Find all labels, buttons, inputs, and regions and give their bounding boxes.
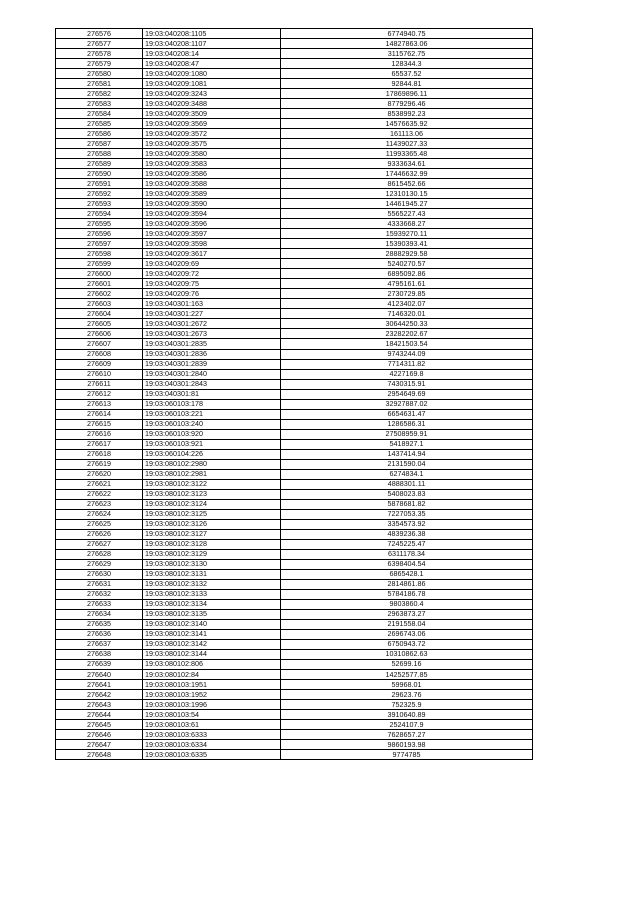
- cadastral-number-cell: 19:03:040209:69: [143, 259, 281, 269]
- cadastral-number-cell: 19:03:080102:3144: [143, 649, 281, 659]
- table-row: [56, 539, 533, 549]
- row-id-cell: 276587: [56, 139, 143, 149]
- value-cell: 5418927.1: [281, 439, 533, 449]
- row-id-cell: 276647: [56, 740, 143, 750]
- row-id-cell: 276598: [56, 249, 143, 259]
- row-id-cell: 276621: [56, 479, 143, 489]
- value-cell: 4227169.8: [281, 369, 533, 379]
- value-cell: 30644250.33: [281, 319, 533, 329]
- row-id-cell: 276594: [56, 209, 143, 219]
- table-row: [56, 429, 533, 439]
- table-row: [56, 339, 533, 349]
- row-id-cell: 276619: [56, 459, 143, 469]
- row-id-cell: 276599: [56, 259, 143, 269]
- value-cell: 7146320.01: [281, 309, 533, 319]
- row-id-cell: 276606: [56, 329, 143, 339]
- table-row: [56, 139, 533, 149]
- table-row: [56, 79, 533, 89]
- cadastral-number-cell: 19:03:040301:2836: [143, 349, 281, 359]
- value-cell: 8615452.66: [281, 179, 533, 189]
- value-cell: 5565227.43: [281, 209, 533, 219]
- table-row: [56, 609, 533, 619]
- cadastral-number-cell: 19:03:040209:3589: [143, 189, 281, 199]
- cadastral-number-cell: 19:03:080102:3134: [143, 599, 281, 609]
- row-id-cell: 276590: [56, 169, 143, 179]
- table-row: [56, 629, 533, 639]
- cadastral-number-cell: 19:03:040208:1107: [143, 39, 281, 49]
- cadastral-number-cell: 19:03:080102:3130: [143, 559, 281, 569]
- table-row: [56, 399, 533, 409]
- row-id-cell: 276618: [56, 449, 143, 459]
- cadastral-number-cell: 19:03:080103:61: [143, 720, 281, 730]
- cadastral-number-cell: 19:03:040209:75: [143, 279, 281, 289]
- table-row: [56, 730, 533, 740]
- row-id-cell: 276646: [56, 730, 143, 740]
- cadastral-number-cell: 19:03:040209:1080: [143, 69, 281, 79]
- table-row: [56, 149, 533, 159]
- value-cell: 59968.01: [281, 680, 533, 690]
- value-cell: 6895092.86: [281, 269, 533, 279]
- row-id-cell: 276582: [56, 89, 143, 99]
- value-cell: 7430315.91: [281, 379, 533, 389]
- table-row: [56, 659, 533, 669]
- value-cell: 3354573.92: [281, 519, 533, 529]
- row-id-cell: 276601: [56, 279, 143, 289]
- cadastral-number-cell: 19:03:040301:163: [143, 299, 281, 309]
- value-cell: 2730729.85: [281, 289, 533, 299]
- row-id-cell: 276580: [56, 69, 143, 79]
- cadastral-number-cell: 19:03:040301:2672: [143, 319, 281, 329]
- table-row: [56, 69, 533, 79]
- value-cell: 7714311.82: [281, 359, 533, 369]
- cadastral-number-cell: 19:03:060103:221: [143, 409, 281, 419]
- data-table: [55, 28, 533, 760]
- value-cell: 9333634.61: [281, 159, 533, 169]
- value-cell: 6398404.54: [281, 559, 533, 569]
- value-cell: 15390393.41: [281, 239, 533, 249]
- table-row: [56, 269, 533, 279]
- table-row: [56, 670, 533, 680]
- cadastral-number-cell: 19:03:040209:3509: [143, 109, 281, 119]
- row-id-cell: 276593: [56, 199, 143, 209]
- value-cell: 2524107.9: [281, 720, 533, 730]
- table-row: [56, 690, 533, 700]
- table-row: [56, 179, 533, 189]
- cadastral-number-cell: 19:03:040209:3590: [143, 199, 281, 209]
- cadastral-number-cell: 19:03:080103:6333: [143, 730, 281, 740]
- row-id-cell: 276627: [56, 539, 143, 549]
- table-row: [56, 249, 533, 259]
- value-cell: 5784186.78: [281, 589, 533, 599]
- value-cell: 15939270.11: [281, 229, 533, 239]
- value-cell: 14461945.27: [281, 199, 533, 209]
- row-id-cell: 276631: [56, 579, 143, 589]
- cadastral-number-cell: 19:03:040301:81: [143, 389, 281, 399]
- table-row: [56, 169, 533, 179]
- value-cell: 17869896.11: [281, 89, 533, 99]
- value-cell: 3910640.89: [281, 710, 533, 720]
- row-id-cell: 276643: [56, 700, 143, 710]
- row-id-cell: 276616: [56, 429, 143, 439]
- value-cell: 32927887.02: [281, 399, 533, 409]
- value-cell: 9774785: [281, 750, 533, 760]
- cadastral-number-cell: 19:03:080102:3135: [143, 609, 281, 619]
- value-cell: 14827863.06: [281, 39, 533, 49]
- value-cell: 8538992.23: [281, 109, 533, 119]
- table-row: [56, 419, 533, 429]
- value-cell: 752325.9: [281, 700, 533, 710]
- cadastral-number-cell: 19:03:080103:1996: [143, 700, 281, 710]
- cadastral-number-cell: 19:03:060103:920: [143, 429, 281, 439]
- table-row: [56, 189, 533, 199]
- cadastral-number-cell: 19:03:040209:3596: [143, 219, 281, 229]
- cadastral-number-cell: 19:03:040209:3569: [143, 119, 281, 129]
- value-cell: 12310130.15: [281, 189, 533, 199]
- value-cell: 11993365.48: [281, 149, 533, 159]
- table-row: [56, 319, 533, 329]
- row-id-cell: 276608: [56, 349, 143, 359]
- value-cell: 5878681.82: [281, 499, 533, 509]
- value-cell: 4888301.11: [281, 479, 533, 489]
- cadastral-number-cell: 19:03:080103:1951: [143, 680, 281, 690]
- row-id-cell: 276596: [56, 229, 143, 239]
- row-id-cell: 276609: [56, 359, 143, 369]
- cadastral-number-cell: 19:03:080102:3141: [143, 629, 281, 639]
- row-id-cell: 276600: [56, 269, 143, 279]
- table-row: [56, 379, 533, 389]
- table-row: [56, 99, 533, 109]
- cadastral-number-cell: 19:03:080103:54: [143, 710, 281, 720]
- row-id-cell: 276578: [56, 49, 143, 59]
- row-id-cell: 276579: [56, 59, 143, 69]
- value-cell: 1286586.31: [281, 419, 533, 429]
- row-id-cell: 276634: [56, 609, 143, 619]
- row-id-cell: 276610: [56, 369, 143, 379]
- value-cell: 27508959.91: [281, 429, 533, 439]
- table-row: [56, 720, 533, 730]
- value-cell: 14576635.92: [281, 119, 533, 129]
- table-row: [56, 29, 533, 39]
- row-id-cell: 276591: [56, 179, 143, 189]
- table-row: [56, 740, 533, 750]
- table-row: [56, 199, 533, 209]
- row-id-cell: 276589: [56, 159, 143, 169]
- cadastral-number-cell: 19:03:040301:2840: [143, 369, 281, 379]
- value-cell: 18421503.54: [281, 339, 533, 349]
- cadastral-number-cell: 19:03:080102:3132: [143, 579, 281, 589]
- value-cell: 11439027.33: [281, 139, 533, 149]
- value-cell: 92844.81: [281, 79, 533, 89]
- value-cell: 4123402.07: [281, 299, 533, 309]
- value-cell: 6311178.34: [281, 549, 533, 559]
- value-cell: 65537.52: [281, 69, 533, 79]
- row-id-cell: 276628: [56, 549, 143, 559]
- table-row: [56, 219, 533, 229]
- cadastral-number-cell: 19:03:040209:3598: [143, 239, 281, 249]
- table-row: [56, 619, 533, 629]
- table-row: [56, 639, 533, 649]
- row-id-cell: 276644: [56, 710, 143, 720]
- cadastral-number-cell: 19:03:080102:3128: [143, 539, 281, 549]
- row-id-cell: 276595: [56, 219, 143, 229]
- cadastral-number-cell: 19:03:040209:3586: [143, 169, 281, 179]
- table-row: [56, 119, 533, 129]
- cadastral-number-cell: 19:03:040208:14: [143, 49, 281, 59]
- table-row: [56, 309, 533, 319]
- table-row: [56, 159, 533, 169]
- value-cell: 6865428.1: [281, 569, 533, 579]
- row-id-cell: 276639: [56, 659, 143, 669]
- row-id-cell: 276625: [56, 519, 143, 529]
- row-id-cell: 276641: [56, 680, 143, 690]
- cadastral-number-cell: 19:03:080102:3133: [143, 589, 281, 599]
- row-id-cell: 276592: [56, 189, 143, 199]
- table-row: [56, 559, 533, 569]
- table-row: [56, 479, 533, 489]
- table-row: [56, 680, 533, 690]
- row-id-cell: 276583: [56, 99, 143, 109]
- cadastral-number-cell: 19:03:040209:1081: [143, 79, 281, 89]
- value-cell: 28882929.58: [281, 249, 533, 259]
- cadastral-number-cell: 19:03:080102:3129: [143, 549, 281, 559]
- value-cell: 7628657.27: [281, 730, 533, 740]
- table-row: [56, 589, 533, 599]
- row-id-cell: 276622: [56, 489, 143, 499]
- value-cell: 2131590.04: [281, 459, 533, 469]
- value-cell: 4333668.27: [281, 219, 533, 229]
- cadastral-number-cell: 19:03:040209:3488: [143, 99, 281, 109]
- value-cell: 161113.06: [281, 129, 533, 139]
- table-row: [56, 439, 533, 449]
- cadastral-number-cell: 19:03:080102:3123: [143, 489, 281, 499]
- cadastral-number-cell: 19:03:080102:2981: [143, 469, 281, 479]
- cadastral-number-cell: 19:03:060104:226: [143, 449, 281, 459]
- row-id-cell: 276581: [56, 79, 143, 89]
- value-cell: 6274834.1: [281, 469, 533, 479]
- row-id-cell: 276584: [56, 109, 143, 119]
- table-body: [56, 29, 533, 760]
- cadastral-number-cell: 19:03:040209:3617: [143, 249, 281, 259]
- table-row: [56, 499, 533, 509]
- table-row: [56, 239, 533, 249]
- table-row: [56, 449, 533, 459]
- value-cell: 9860193.98: [281, 740, 533, 750]
- table-row: [56, 359, 533, 369]
- row-id-cell: 276638: [56, 649, 143, 659]
- row-id-cell: 276632: [56, 589, 143, 599]
- row-id-cell: 276603: [56, 299, 143, 309]
- table-row: [56, 279, 533, 289]
- table-row: [56, 59, 533, 69]
- row-id-cell: 276629: [56, 559, 143, 569]
- row-id-cell: 276648: [56, 750, 143, 760]
- row-id-cell: 276586: [56, 129, 143, 139]
- table-row: [56, 529, 533, 539]
- row-id-cell: 276605: [56, 319, 143, 329]
- cadastral-number-cell: 19:03:040209:3597: [143, 229, 281, 239]
- value-cell: 10310862.63: [281, 649, 533, 659]
- value-cell: 5408023.83: [281, 489, 533, 499]
- cadastral-number-cell: 19:03:040209:3575: [143, 139, 281, 149]
- table-row: [56, 579, 533, 589]
- table-row: [56, 299, 533, 309]
- cadastral-number-cell: 19:03:040209:76: [143, 289, 281, 299]
- table-row: [56, 549, 533, 559]
- row-id-cell: 276635: [56, 619, 143, 629]
- value-cell: 9743244.09: [281, 349, 533, 359]
- cadastral-number-cell: 19:03:080102:3125: [143, 509, 281, 519]
- table-row: [56, 519, 533, 529]
- cadastral-number-cell: 19:03:080102:806: [143, 659, 281, 669]
- table-row: [56, 49, 533, 59]
- cadastral-number-cell: 19:03:040209:3572: [143, 129, 281, 139]
- cadastral-number-cell: 19:03:080103:6334: [143, 740, 281, 750]
- cadastral-number-cell: 19:03:080102:84: [143, 670, 281, 680]
- cadastral-number-cell: 19:03:080103:6335: [143, 750, 281, 760]
- cadastral-number-cell: 19:03:080102:3142: [143, 639, 281, 649]
- table-row: [56, 259, 533, 269]
- cadastral-number-cell: 19:03:080102:3122: [143, 479, 281, 489]
- cadastral-number-cell: 19:03:060103:921: [143, 439, 281, 449]
- value-cell: 52699.16: [281, 659, 533, 669]
- cadastral-number-cell: 19:03:080102:3140: [143, 619, 281, 629]
- table-row: [56, 569, 533, 579]
- value-cell: 3115762.75: [281, 49, 533, 59]
- table-row: [56, 329, 533, 339]
- value-cell: 2954649.69: [281, 389, 533, 399]
- table-row: [56, 700, 533, 710]
- cadastral-number-cell: 19:03:040301:2835: [143, 339, 281, 349]
- cadastral-number-cell: 19:03:040209:72: [143, 269, 281, 279]
- table-row: [56, 599, 533, 609]
- table-row: [56, 409, 533, 419]
- value-cell: 128344.3: [281, 59, 533, 69]
- value-cell: 4839236.38: [281, 529, 533, 539]
- row-id-cell: 276645: [56, 720, 143, 730]
- cadastral-number-cell: 19:03:040301:2673: [143, 329, 281, 339]
- row-id-cell: 276640: [56, 670, 143, 680]
- value-cell: 8779296.46: [281, 99, 533, 109]
- cadastral-number-cell: 19:03:080102:3126: [143, 519, 281, 529]
- cadastral-number-cell: 19:03:080102:2980: [143, 459, 281, 469]
- row-id-cell: 276620: [56, 469, 143, 479]
- row-id-cell: 276626: [56, 529, 143, 539]
- row-id-cell: 276614: [56, 409, 143, 419]
- cadastral-number-cell: 19:03:040209:3588: [143, 179, 281, 189]
- table-row: [56, 389, 533, 399]
- row-id-cell: 276617: [56, 439, 143, 449]
- row-id-cell: 276642: [56, 690, 143, 700]
- row-id-cell: 276615: [56, 419, 143, 429]
- cadastral-number-cell: 19:03:080102:3131: [143, 569, 281, 579]
- table-row: [56, 469, 533, 479]
- row-id-cell: 276612: [56, 389, 143, 399]
- row-id-cell: 276637: [56, 639, 143, 649]
- value-cell: 6774940.75: [281, 29, 533, 39]
- value-cell: 7245225.47: [281, 539, 533, 549]
- table-row: [56, 129, 533, 139]
- cadastral-number-cell: 19:03:040209:3243: [143, 89, 281, 99]
- row-id-cell: 276585: [56, 119, 143, 129]
- table-row: [56, 39, 533, 49]
- cadastral-number-cell: 19:03:080102:3124: [143, 499, 281, 509]
- value-cell: 14252577.85: [281, 670, 533, 680]
- value-cell: 5240270.57: [281, 259, 533, 269]
- value-cell: 2696743.06: [281, 629, 533, 639]
- value-cell: 4795161.61: [281, 279, 533, 289]
- cadastral-number-cell: 19:03:040301:2843: [143, 379, 281, 389]
- value-cell: 2191558.04: [281, 619, 533, 629]
- table-row: [56, 459, 533, 469]
- cadastral-number-cell: 19:03:080103:1952: [143, 690, 281, 700]
- cadastral-number-cell: 19:03:060103:240: [143, 419, 281, 429]
- cadastral-number-cell: 19:03:040301:2839: [143, 359, 281, 369]
- value-cell: 2814861.86: [281, 579, 533, 589]
- row-id-cell: 276623: [56, 499, 143, 509]
- cadastral-number-cell: 19:03:040208:1105: [143, 29, 281, 39]
- row-id-cell: 276588: [56, 149, 143, 159]
- row-id-cell: 276576: [56, 29, 143, 39]
- table-row: [56, 509, 533, 519]
- value-cell: 17446632.99: [281, 169, 533, 179]
- row-id-cell: 276633: [56, 599, 143, 609]
- row-id-cell: 276613: [56, 399, 143, 409]
- value-cell: 29623.76: [281, 690, 533, 700]
- row-id-cell: 276602: [56, 289, 143, 299]
- row-id-cell: 276624: [56, 509, 143, 519]
- row-id-cell: 276604: [56, 309, 143, 319]
- table-row: [56, 209, 533, 219]
- cadastral-number-cell: 19:03:040209:3594: [143, 209, 281, 219]
- cadastral-number-cell: 19:03:080102:3127: [143, 529, 281, 539]
- table-row: [56, 229, 533, 239]
- table-row: [56, 349, 533, 359]
- table-row: [56, 89, 533, 99]
- value-cell: 1437414.94: [281, 449, 533, 459]
- table-row: [56, 710, 533, 720]
- row-id-cell: 276597: [56, 239, 143, 249]
- cadastral-number-cell: 19:03:040208:47: [143, 59, 281, 69]
- table-row: [56, 489, 533, 499]
- row-id-cell: 276607: [56, 339, 143, 349]
- cadastral-number-cell: 19:03:040209:3580: [143, 149, 281, 159]
- value-cell: 2963873.27: [281, 609, 533, 619]
- table-row: [56, 109, 533, 119]
- table-row: [56, 289, 533, 299]
- cadastral-number-cell: 19:03:040209:3583: [143, 159, 281, 169]
- cadastral-number-cell: 19:03:040301:227: [143, 309, 281, 319]
- value-cell: 23282202.67: [281, 329, 533, 339]
- row-id-cell: 276577: [56, 39, 143, 49]
- row-id-cell: 276630: [56, 569, 143, 579]
- row-id-cell: 276611: [56, 379, 143, 389]
- value-cell: 6750943.72: [281, 639, 533, 649]
- cadastral-number-cell: 19:03:060103:178: [143, 399, 281, 409]
- row-id-cell: 276636: [56, 629, 143, 639]
- table-row: [56, 649, 533, 659]
- value-cell: 7227053.35: [281, 509, 533, 519]
- value-cell: 9803860.4: [281, 599, 533, 609]
- table-row: [56, 750, 533, 760]
- value-cell: 6654631.47: [281, 409, 533, 419]
- table-row: [56, 369, 533, 379]
